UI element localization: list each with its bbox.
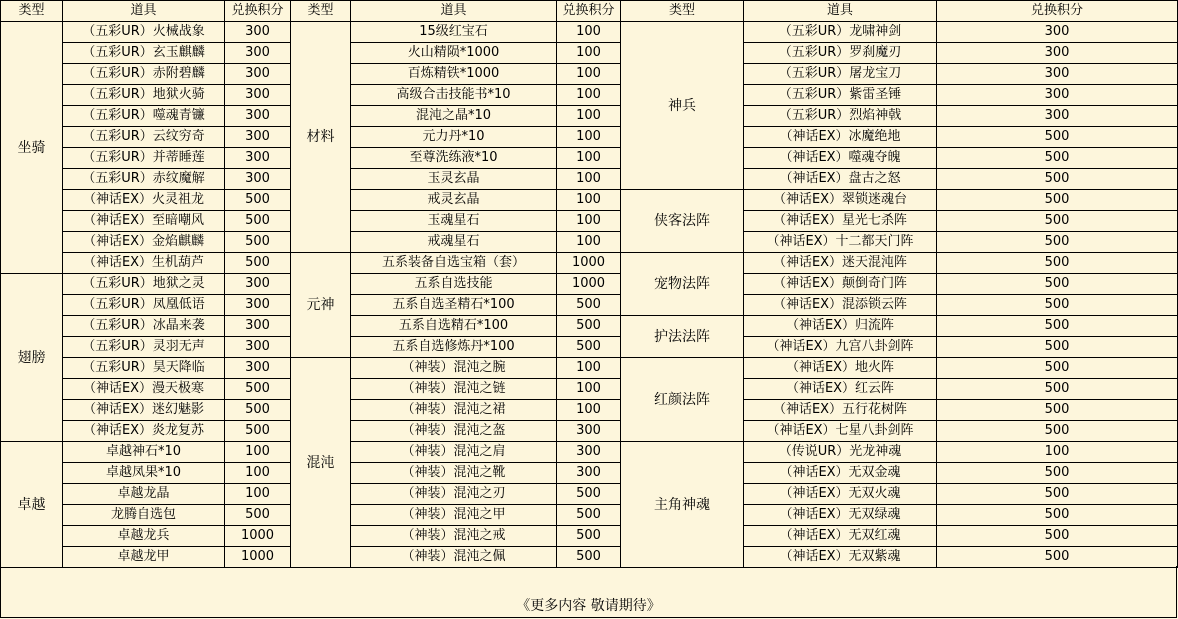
- table-row: [1, 379, 1178, 400]
- item-name-cell: （神话EX）地火阵: [744, 358, 937, 379]
- item-name-cell: （神话EX）星光七杀阵: [744, 211, 937, 232]
- table-row: [1, 22, 1178, 43]
- table-row: [1, 337, 1178, 358]
- item-name-cell: 卓越神石*10: [63, 442, 225, 463]
- points-cell: 100: [225, 463, 291, 484]
- points-cell: 100: [557, 211, 621, 232]
- points-cell: 1000: [557, 253, 621, 274]
- points-cell: 300: [225, 274, 291, 295]
- item-name-cell: （神话EX）翠锁迷魂台: [744, 190, 937, 211]
- item-name-cell: 火山精陨*1000: [351, 43, 557, 64]
- item-name-cell: 戒魂星石: [351, 232, 557, 253]
- item-name-cell: 至尊洗练液*10: [351, 148, 557, 169]
- item-name-cell: （五彩UR）烈焰神戟: [744, 106, 937, 127]
- item-name-cell: （神话EX）迷天混沌阵: [744, 253, 937, 274]
- item-name-cell: （神话EX）无双紫魂: [744, 547, 937, 568]
- table-row: [1, 43, 1178, 64]
- points-cell: 500: [225, 211, 291, 232]
- item-name-cell: （五彩UR）并蒂睡莲: [63, 148, 225, 169]
- points-cell: 100: [557, 190, 621, 211]
- header-item: 道具: [63, 1, 225, 22]
- table-row: [1, 526, 1178, 547]
- points-cell: 500: [937, 295, 1178, 316]
- points-cell: 300: [557, 442, 621, 463]
- item-name-cell: （五彩UR）灵羽无声: [63, 337, 225, 358]
- category-cell: 元神: [291, 253, 351, 358]
- item-name-cell: （神话EX）无双金魂: [744, 463, 937, 484]
- item-name-cell: （神装）混沌之靴: [351, 463, 557, 484]
- table-row: [1, 64, 1178, 85]
- points-cell: 300: [225, 169, 291, 190]
- category-cell: 侠客法阵: [621, 190, 744, 253]
- points-cell: 500: [557, 484, 621, 505]
- item-name-cell: （五彩UR）昊天降临: [63, 358, 225, 379]
- points-cell: 100: [557, 169, 621, 190]
- header-row: [1, 1, 1178, 22]
- header-points: 兑换积分: [225, 1, 291, 22]
- points-cell: 100: [557, 22, 621, 43]
- points-cell: 500: [937, 421, 1178, 442]
- table-row: [1, 106, 1178, 127]
- points-cell: 100: [225, 484, 291, 505]
- points-cell: 100: [225, 442, 291, 463]
- item-name-cell: 高级合击技能书*10: [351, 85, 557, 106]
- item-name-cell: （传说UR）光龙神魂: [744, 442, 937, 463]
- points-cell: 300: [225, 358, 291, 379]
- header-type: 类型: [621, 1, 744, 22]
- item-name-cell: 五系自选精石*100: [351, 316, 557, 337]
- points-cell: 300: [557, 463, 621, 484]
- item-name-cell: （神话EX）红云阵: [744, 379, 937, 400]
- item-name-cell: （五彩UR）紫雷圣锤: [744, 85, 937, 106]
- points-cell: 300: [937, 85, 1178, 106]
- points-cell: 500: [937, 127, 1178, 148]
- item-name-cell: （五彩UR）地狱火骑: [63, 85, 225, 106]
- item-name-cell: （五彩UR）火械战象: [63, 22, 225, 43]
- item-name-cell: 玉灵玄晶: [351, 169, 557, 190]
- item-name-cell: 百炼精铁*1000: [351, 64, 557, 85]
- points-cell: 500: [937, 526, 1178, 547]
- item-name-cell: （神话EX）五行花树阵: [744, 400, 937, 421]
- category-cell: 翅膀: [1, 274, 63, 442]
- item-name-cell: 卓越凤果*10: [63, 463, 225, 484]
- footer-text: 《更多内容 敬请期待》: [516, 598, 661, 614]
- table-row: [1, 463, 1178, 484]
- header-points: 兑换积分: [937, 1, 1178, 22]
- item-name-cell: （五彩UR）噬魂青镰: [63, 106, 225, 127]
- points-cell: 100: [557, 106, 621, 127]
- item-name-cell: 五系自选圣精石*100: [351, 295, 557, 316]
- points-cell: 1000: [225, 547, 291, 568]
- points-cell: 300: [937, 22, 1178, 43]
- points-cell: 500: [937, 463, 1178, 484]
- points-cell: 100: [557, 400, 621, 421]
- table-row: [1, 211, 1178, 232]
- item-name-cell: （神话EX）无双火魂: [744, 484, 937, 505]
- item-name-cell: （神装）混沌之甲: [351, 505, 557, 526]
- points-cell: 300: [937, 64, 1178, 85]
- points-cell: 300: [225, 316, 291, 337]
- points-cell: 300: [225, 22, 291, 43]
- item-name-cell: 玉魂星石: [351, 211, 557, 232]
- points-cell: 500: [557, 295, 621, 316]
- table-row: [1, 253, 1178, 274]
- item-name-cell: 五系自选技能: [351, 274, 557, 295]
- item-name-cell: （神话EX）金焰麒麟: [63, 232, 225, 253]
- points-cell: 100: [557, 43, 621, 64]
- table-row: [1, 295, 1178, 316]
- item-name-cell: （神话EX）颠倒奇门阵: [744, 274, 937, 295]
- item-name-cell: 元力丹*10: [351, 127, 557, 148]
- points-cell: 500: [557, 316, 621, 337]
- points-cell: 500: [937, 211, 1178, 232]
- points-cell: 500: [225, 253, 291, 274]
- points-cell: 500: [225, 232, 291, 253]
- points-cell: 100: [557, 127, 621, 148]
- item-name-cell: （神话EX）七星八卦剑阵: [744, 421, 937, 442]
- points-cell: 500: [557, 526, 621, 547]
- points-cell: 500: [937, 253, 1178, 274]
- table-row: [1, 358, 1178, 379]
- item-name-cell: （五彩UR）冰晶来袭: [63, 316, 225, 337]
- item-name-cell: （五彩UR）赤纹魔解: [63, 169, 225, 190]
- item-name-cell: （神话EX）十二都天门阵: [744, 232, 937, 253]
- item-name-cell: （五彩UR）云纹穷奇: [63, 127, 225, 148]
- item-name-cell: （神话EX）至暗嘲风: [63, 211, 225, 232]
- points-cell: 100: [557, 379, 621, 400]
- points-cell: 1000: [557, 274, 621, 295]
- item-name-cell: （神装）混沌之裙: [351, 400, 557, 421]
- points-cell: 500: [937, 505, 1178, 526]
- points-cell: 300: [557, 421, 621, 442]
- header-type: 类型: [1, 1, 63, 22]
- item-name-cell: （神装）混沌之链: [351, 379, 557, 400]
- points-cell: 500: [937, 484, 1178, 505]
- item-name-cell: （神话EX）无双绿魂: [744, 505, 937, 526]
- points-cell: 500: [937, 547, 1178, 568]
- item-name-cell: （五彩UR）龙啸神剑: [744, 22, 937, 43]
- item-name-cell: 戒灵玄晶: [351, 190, 557, 211]
- points-cell: 500: [937, 274, 1178, 295]
- item-name-cell: 卓越龙晶: [63, 484, 225, 505]
- item-name-cell: （五彩UR）玄玉麒麟: [63, 43, 225, 64]
- item-name-cell: 五系自选修炼丹*100: [351, 337, 557, 358]
- points-cell: 500: [225, 400, 291, 421]
- category-cell: 主角神魂: [621, 442, 744, 568]
- item-name-cell: （五彩UR）地狱之灵: [63, 274, 225, 295]
- header-item: 道具: [351, 1, 557, 22]
- table-row: [1, 127, 1178, 148]
- item-name-cell: （神装）混沌之肩: [351, 442, 557, 463]
- category-cell: 卓越: [1, 442, 63, 568]
- item-name-cell: （神话EX）归流阵: [744, 316, 937, 337]
- table-row: [1, 85, 1178, 106]
- table-row: [1, 148, 1178, 169]
- item-name-cell: 卓越龙甲: [63, 547, 225, 568]
- table-row: [1, 169, 1178, 190]
- points-cell: 100: [557, 148, 621, 169]
- item-name-cell: （神话EX）迷幻魅影: [63, 400, 225, 421]
- item-name-cell: 混沌之晶*10: [351, 106, 557, 127]
- points-cell: 300: [225, 148, 291, 169]
- item-name-cell: （神话EX）火灵祖龙: [63, 190, 225, 211]
- points-cell: 300: [937, 43, 1178, 64]
- item-name-cell: （神装）混沌之戒: [351, 526, 557, 547]
- item-name-cell: （神话EX）冰魔绝地: [744, 127, 937, 148]
- category-cell: 材料: [291, 22, 351, 253]
- points-cell: 300: [937, 106, 1178, 127]
- points-cell: 100: [557, 85, 621, 106]
- points-cell: 500: [937, 316, 1178, 337]
- item-name-cell: （神话EX）生机葫芦: [63, 253, 225, 274]
- points-cell: 300: [225, 337, 291, 358]
- points-cell: 500: [225, 505, 291, 526]
- points-cell: 500: [937, 358, 1178, 379]
- points-cell: 1000: [225, 526, 291, 547]
- table-row: [1, 400, 1178, 421]
- category-cell: 神兵: [621, 22, 744, 190]
- points-cell: 300: [225, 106, 291, 127]
- points-cell: 500: [937, 337, 1178, 358]
- item-name-cell: （神话EX）混添锁云阵: [744, 295, 937, 316]
- points-cell: 500: [937, 190, 1178, 211]
- points-cell: 300: [225, 295, 291, 316]
- header-item: 道具: [744, 1, 937, 22]
- item-name-cell: （神话EX）九宫八卦剑阵: [744, 337, 937, 358]
- category-cell: 坐骑: [1, 22, 63, 274]
- item-name-cell: （神装）混沌之刃: [351, 484, 557, 505]
- item-name-cell: （五彩UR）罗刹魔刃: [744, 43, 937, 64]
- item-name-cell: （神装）混沌之盔: [351, 421, 557, 442]
- footer: [0, 566, 1177, 618]
- points-cell: 500: [225, 379, 291, 400]
- category-cell: 护法法阵: [621, 316, 744, 358]
- points-cell: 100: [937, 442, 1178, 463]
- points-cell: 100: [557, 358, 621, 379]
- points-cell: 300: [225, 43, 291, 64]
- points-cell: 100: [557, 232, 621, 253]
- points-cell: 500: [225, 421, 291, 442]
- table-row: [1, 484, 1178, 505]
- header-type: 类型: [291, 1, 351, 22]
- table-row: [1, 190, 1178, 211]
- item-name-cell: 卓越龙兵: [63, 526, 225, 547]
- points-cell: 500: [937, 148, 1178, 169]
- table-row: [1, 232, 1178, 253]
- item-name-cell: （五彩UR）屠龙宝刀: [744, 64, 937, 85]
- points-cell: 100: [557, 64, 621, 85]
- table-row: [1, 421, 1178, 442]
- points-cell: 300: [225, 64, 291, 85]
- item-name-cell: （神话EX）炎龙复苏: [63, 421, 225, 442]
- points-cell: 500: [225, 190, 291, 211]
- category-cell: 红颜法阵: [621, 358, 744, 442]
- category-cell: 混沌: [291, 358, 351, 568]
- table-row: [1, 274, 1178, 295]
- item-name-cell: （五彩UR）赤附碧麟: [63, 64, 225, 85]
- points-cell: 500: [937, 169, 1178, 190]
- points-cell: 500: [937, 400, 1178, 421]
- item-name-cell: （神装）混沌之腕: [351, 358, 557, 379]
- points-cell: 500: [557, 505, 621, 526]
- points-cell: 300: [225, 85, 291, 106]
- points-cell: 500: [937, 379, 1178, 400]
- item-name-cell: （神话EX）盘古之怒: [744, 169, 937, 190]
- header-points: 兑换积分: [557, 1, 621, 22]
- table-row: [1, 547, 1178, 568]
- points-cell: 500: [557, 337, 621, 358]
- points-cell: 300: [225, 127, 291, 148]
- table-row: [1, 442, 1178, 463]
- item-name-cell: 15级红宝石: [351, 22, 557, 43]
- item-name-cell: （五彩UR）凤凰低语: [63, 295, 225, 316]
- item-name-cell: （神话EX）无双红魂: [744, 526, 937, 547]
- points-cell: 500: [557, 547, 621, 568]
- table-row: [1, 316, 1178, 337]
- table-row: [1, 505, 1178, 526]
- item-name-cell: 五系装备自选宝箱（套）: [351, 253, 557, 274]
- category-cell: 宠物法阵: [621, 253, 744, 316]
- item-name-cell: （神装）混沌之佩: [351, 547, 557, 568]
- item-name-cell: （神话EX）噬魂夺魄: [744, 148, 937, 169]
- item-name-cell: 龙腾自选包: [63, 505, 225, 526]
- item-name-cell: （神话EX）漫天极寒: [63, 379, 225, 400]
- points-cell: 500: [937, 232, 1178, 253]
